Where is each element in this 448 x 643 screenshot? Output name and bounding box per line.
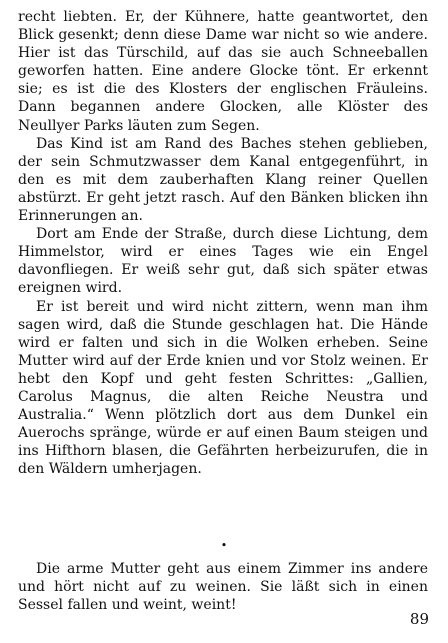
paragraph-2: Das Kind ist am Rand des Baches stehen geblieben, der sein Schmutzwasser dem Kanal entgegenführt, in den es mit dem zauberhaften Klang reiner Quellen abstürzt. Er geht jetzt rasch. Auf den Bänken blicken ihn Erinnerungen an. xyxy=(18,135,428,225)
paragraph-4: Er ist bereit und wird nicht zittern, wenn man ihm sagen wird, daß die Stunde geschlagen hat. Die Hände wird er falten und sich in die Wolken erheben. Seine Mutter wird auf der Erde knien und vor Stolz weinen. Er hebt den Kopf und geht festen Schrittes: „Gallien, Carolus Magnus, die alten Reiche Neustra und Australia.“ Wenn plötzlich dort aus dem Dunkel ein Auerochs spränge, würde er auf einen Baum steigen und ins Hifthorn blasen, die Gefährten herbeizurufen, die in den Wäldern umherjagen. xyxy=(18,298,428,478)
closing-text xyxy=(18,560,428,614)
section-separator: • xyxy=(220,539,228,552)
paragraph-1: recht liebten. Er, der Kühnere, hatte geantwortet, den Blick gesenkt; denn diese Dame war nicht so wie andere. Hier ist das Türschild, auf das sie auch Schneeballen geworfen hatten. Eine andere Glocke tönt. Er erkennt sie; es ist die des Klosters der englischen Fräuleins. Dann begannen andere Glocken, alle Klöster des Neullyer Parks läuten zum Segen. xyxy=(18,9,428,134)
paragraph-3: Dort am Ende der Straße, durch diese Lichtung, dem Himmelstor, wird er eines Tages wie ein Engel davonfliegen. Er weiß sehr gut, daß sich später etwas ereignen wird. xyxy=(18,226,428,297)
page-number: 89 xyxy=(409,610,429,628)
main-text xyxy=(18,8,428,478)
closing-paragraph: Die arme Mutter geht aus einem Zimmer ins andere und hört nicht auf zu weinen. Sie läßt sich in einen Sessel fallen und weint, weint! xyxy=(18,561,428,614)
